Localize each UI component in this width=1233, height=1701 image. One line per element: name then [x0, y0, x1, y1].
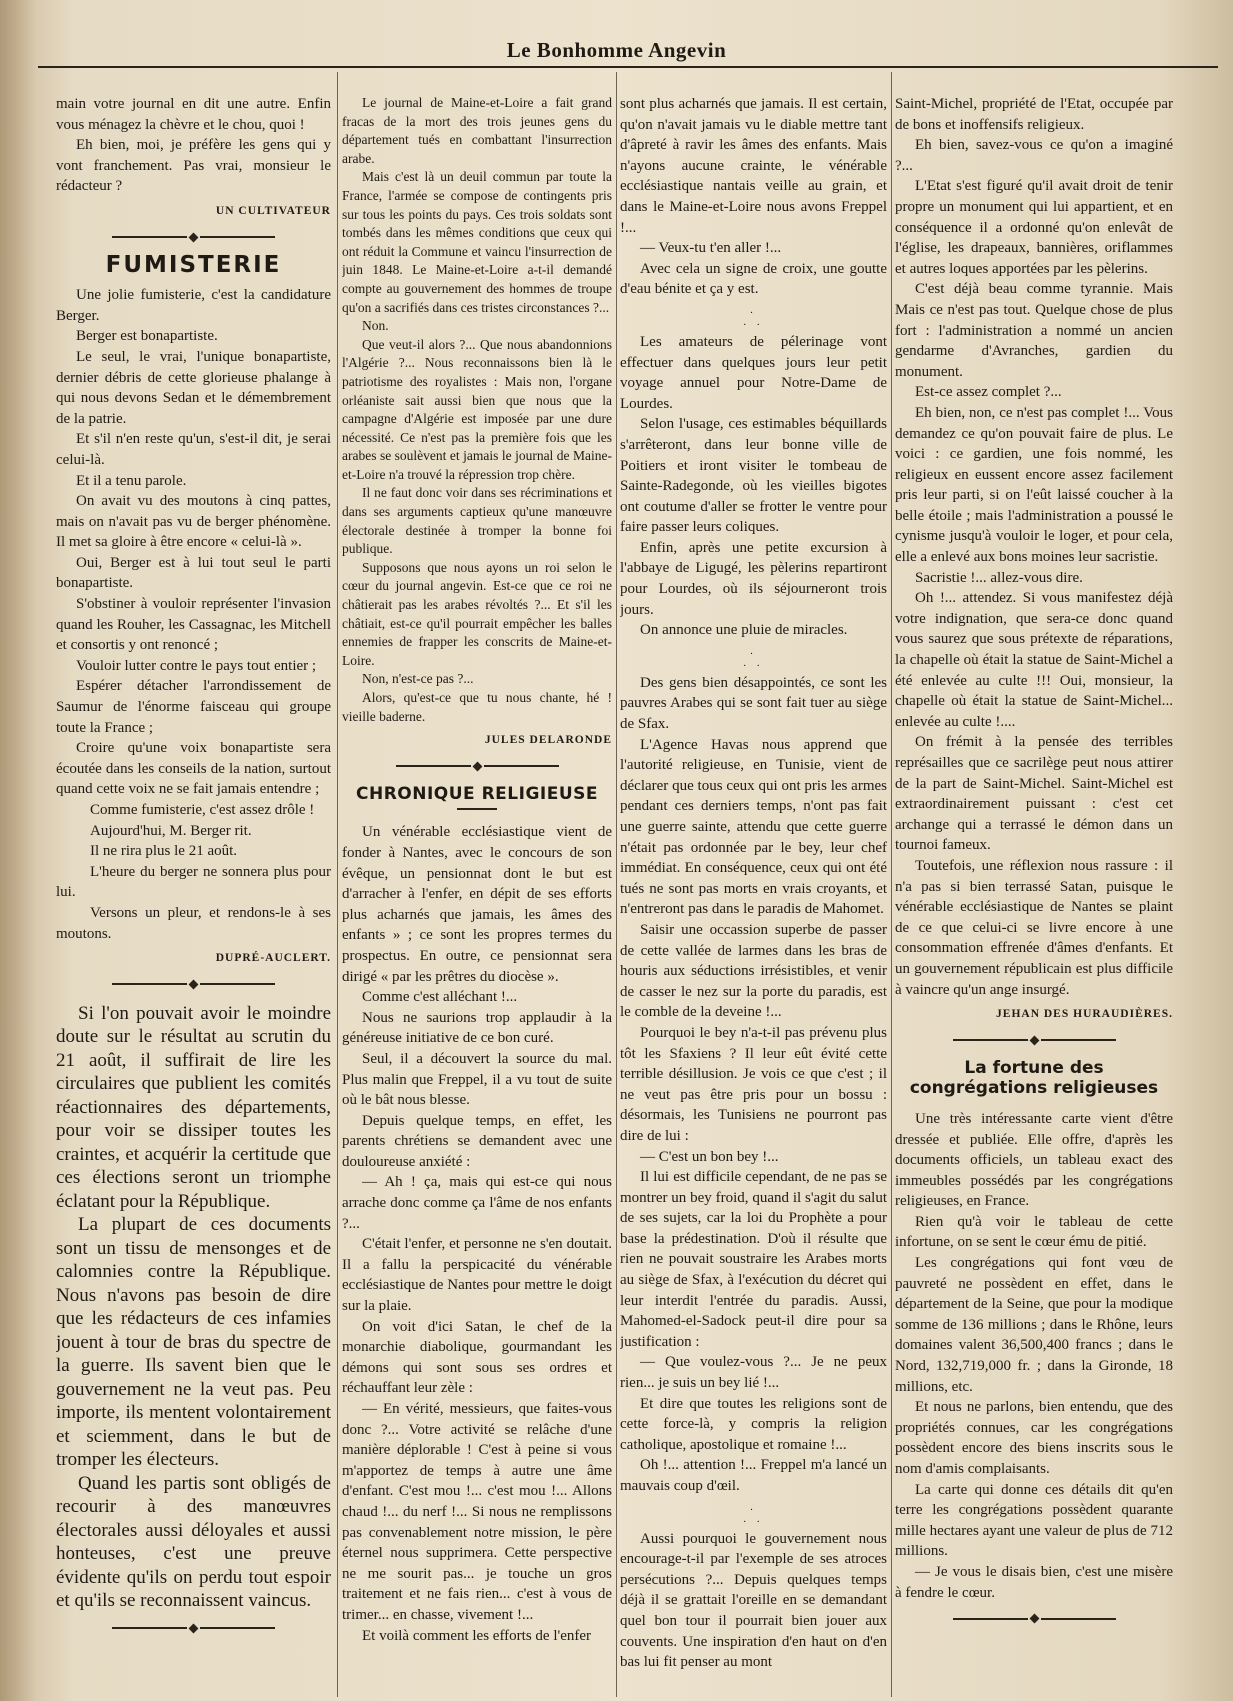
- paragraph: — Ah ! ça, mais qui est-ce qui nous arrache donc comme ça l'âme de nos enfants ?...: [342, 1174, 612, 1232]
- section-separator: [895, 1615, 1173, 1622]
- section-dots: . . .: [743, 1500, 764, 1525]
- paragraph: — C'est un bon bey !...: [640, 1148, 779, 1165]
- paragraph: Sacristie !... allez-vous dire.: [915, 569, 1083, 586]
- paragraph: Il ne rira plus le 21 août.: [90, 843, 238, 860]
- paragraph: On frémit à la pensée des terribles représailles que ce sacrilège peut nous attirer de la part de Saint-Michel. Saint-Michel est extraordinairement puissant : c'est cet archange qui a terrassé le démon dans un tournoi fameux.: [895, 734, 1173, 854]
- paragraph: Oh !... attention !... Freppel m'a lancé un mauvais coup d'œil.: [620, 1457, 887, 1494]
- section-dots: . . .: [743, 644, 764, 669]
- paragraph: Supposons que nous ayons un roi selon le cœur du journal angevin. Est-ce que ce roi ne châtierait pas les arabes révoltés ?... Et s'il les châtiait, est-ce qu'il pourrait empêcher les balles ennemies de frapper les conscrits de Maine-et-Loire.: [342, 559, 612, 668]
- paragraph: Des gens bien désappointés, ce sont les pauvres Arabes qui se sont fait tuer au siège de Sfax.: [620, 674, 887, 733]
- paragraph: Rien qu'à voir le tableau de cette infortune, on se sent le cœur ému de pitié.: [895, 1213, 1173, 1251]
- column-4: [895, 94, 1173, 1694]
- section-separator: [342, 763, 612, 770]
- paragraph: On voit d'ici Satan, le chef de la monarchie diabolique, gourmandant les démons qui sont sous ses ordres et réchauffant leur zèle :: [342, 1318, 612, 1397]
- paragraph: Alors, qu'est-ce que tu nous chante, hé ! vieille baderne.: [342, 690, 612, 724]
- article-title: FUMISTERIE: [105, 251, 282, 278]
- paragraph: Les amateurs de pélerinage vont effectuer dans quelques jours leur petit voyage annuel pour Notre-Dame de Lourdes.: [620, 333, 887, 412]
- paragraph: Enfin, après une petite excursion à l'abbaye de Ligugé, les pèlerins repartiront pour Lourdes, où ils séjourneront trois jours.: [620, 539, 887, 618]
- paragraph: Comme fumisterie, c'est assez drôle !: [90, 802, 315, 818]
- paragraph: Saisir une occassion superbe de passer de cette vallée de larmes dans les bras de houris aux séductions irrésistibles, et venir de casser le nez sur la porte du paradis, est le comble de la deveine !...: [620, 921, 887, 1021]
- paragraph: Il ne faut donc voir dans ses récriminations et dans ses arguments captieux qu'une manœuvre électorale destinée à tromper la bonne foi publique.: [342, 485, 612, 557]
- paragraph: — Veux-tu t'en aller !...: [640, 240, 782, 257]
- paragraph: Croire qu'une voix bonapartiste sera écoutée dans les conseils de la nation, surtout quand cette voix ne se fait jamais entendre ;: [56, 740, 331, 798]
- masthead: Le Bonhomme Angevin: [506, 38, 727, 62]
- byline: DUPRÉ-AUCLERT.: [215, 952, 331, 965]
- article-fumisterie: [56, 285, 331, 969]
- paragraph: Selon l'usage, ces estimables béquillards s'arrêteront, dans leur bonne ville de Poitiers et iront visiter le tombeau de Sainte-Radegonde, où les vieilles bigotes ont coutume d'aller se frotter le ventre pour faire passer leurs coliques.: [620, 416, 887, 536]
- column-2: [342, 94, 612, 1694]
- paragraph: L'Agence Havas nous apprend que l'autorité religieuse, en Tunisie, vient de déclarer que tous ceux qui ont pris les armes pendant ces derniers temps, n'ont pas fait une guerre sainte, attendu que cette guerre n'était pas ordonnée par le bey, leur chef immédiat. En conséquence, ceux qui ont été tués ne sont pas morts en vrais croyants, et n'entreront pas dans le paradis de Mahomet.: [620, 736, 887, 918]
- paragraph: Une très intéressante carte vient d'être dressée et publiée. Elle offre, d'après les documents officiels, un tableau exact des immeubles possédés par les congrégations religieuses, en France.: [895, 1110, 1173, 1210]
- paragraph: Pourquoi le bey n'a-t-il pas prévenu plus tôt les Sfaxiens ? Il leur eût évité cette terrible désillusion. Je vois ce que c'est ; il ne veut pas être pris pour un bossu : désormais, les Tunisiens ne pourront pas dire de lui :: [620, 1024, 887, 1144]
- title-rule: [457, 808, 497, 810]
- column-divider: [337, 72, 338, 1697]
- paragraph: Mais c'est là un deuil commun par toute la France, l'armée se compose de contingents pris sur tous les points du pays. Ces trois soldats sont tombés dans les mêmes conditions que ceux qui ont réduit la Commune et vaincu l'insurrection de juin 1848. Le Maine-et-Loire a-t-il demandé compte au gouvernement des hommes de troupe qu'on a sacrifiés dans ces tristes circonstances ?...: [342, 169, 612, 315]
- section-dots: . . .: [743, 303, 764, 328]
- paragraph: Non.: [362, 318, 389, 334]
- article-elections: [56, 1002, 331, 1613]
- section-separator: [56, 234, 331, 241]
- column-1: [56, 94, 331, 1694]
- paragraph: Et nous ne parlons, bien entendu, que des propriétés connues, car les congrégations possèdent encore des biens inscrits sous le nom d'amis complaisants.: [895, 1399, 1173, 1477]
- masthead-rule: [38, 66, 1218, 68]
- paragraph: Oui, Berger est à lui tout seul le parti bonapartiste.: [56, 554, 331, 592]
- paragraph: Quand les partis sont obligés de recourir à des manœuvres électorales aussi déloyales et aussi honteuses, c'est une preuve évidente qu'ils on perdu tout espoir et qu'ils se reconnaissent vaincus.: [56, 1472, 331, 1612]
- article-algerie: [342, 94, 612, 751]
- paragraph: C'était l'enfer, et personne ne s'en doutait. Il a fallu la perspicacité du vénérable ecclésiastique de Nantes pour mettre le doigt sur la plaie.: [342, 1236, 612, 1315]
- page-edge-stain: [0, 0, 36, 1701]
- paragraph: Berger est bonapartiste.: [76, 328, 218, 345]
- paragraph: Non, n'est-ce pas ?...: [362, 671, 474, 687]
- paragraph: Aussi pourquoi le gouvernement nous encourage-t-il par l'exemple de ses atroces persécutions ?... Depuis quelques temps déjà il se grattait l'oreille en se demandant quel bon tour il pourrait bien jouer aux couvents. Une inspiration d'en haut on d'en bas lui fit penser au mont: [620, 1530, 887, 1671]
- byline: JEHAN DES HURAUDIÈRES.: [996, 1008, 1173, 1021]
- paragraph: On annonce une pluie de miracles.: [640, 622, 848, 639]
- section-separator: [895, 1037, 1173, 1044]
- section-separator: [56, 1625, 331, 1632]
- column-3: [620, 94, 887, 1694]
- paragraph: Le journal de Maine-et-Loire a fait grand fracas de la mort des trois jeunes gens du département tués en combattant l'insurrection arabe.: [342, 95, 612, 166]
- paragraph: La plupart de ces documents sont un tissu de mensonges et de calomnies contre la République. Nous n'avons pas besoin de dire que les rédacteurs de ces infamies jouent à tour de bras du spectre de la guerre. Ils savent bien que le gouvernement ne la veut pas. Peu importe, ils mentent volontairement et sciemment, dans le but de tromper les électeurs.: [56, 1214, 331, 1471]
- paragraph: L'Etat s'est figuré qu'il avait droit de tenir propre un monument qui lui appartient, et en conséquence il a ordonné qu'on enlevât de l'église, les drapeaux, bannières, oriflammes et autres loques apportées par les pèlerins.: [895, 178, 1173, 277]
- paragraph: Eh bien, savez-vous ce qu'on a imaginé ?...: [895, 137, 1173, 174]
- paragraph: L'heure du berger ne sonnera plus pour lui.: [56, 863, 331, 901]
- paragraph: Et s'il n'en reste qu'un, s'est-il dit, je serai celui-là.: [56, 431, 331, 468]
- paragraph: Aujourd'hui, M. Berger rit.: [90, 822, 252, 839]
- section-separator: [56, 981, 331, 988]
- paragraph: Saint-Michel, propriété de l'Etat, occupée par de bons et inoffensifs religieux.: [895, 96, 1173, 133]
- paragraph: La carte qui donne ces détails dit qu'en terre les congrégations possèdent quarante mille hectares ayant une valeur de plus de 712 millions.: [895, 1481, 1173, 1560]
- article-title: CHRONIQUE RELIGIEUSE: [356, 783, 598, 804]
- article-chronique: [342, 822, 612, 1646]
- paragraph: sont plus acharnés que jamais. Il est certain, qu'on n'avait jamais vu le diable mettre tant d'âpreté à ravir les âmes des enfants. Mais n'ayons aucune crainte, le vénérable ecclésiastique nantais veille au grain, et dans le Maine-et-Loire nous avons Freppel !...: [620, 96, 887, 236]
- paragraph: Et dire que toutes les religions sont de cette force-là, y compris la religion catholique, apostolique et romaine !...: [620, 1395, 887, 1453]
- paragraph: Le seul, le vrai, l'unique bonapartiste, dernier débris de cette glorieuse phalange à qui nous devons Sedan et le démembrement de la patrie.: [56, 348, 331, 427]
- paragraph: Est-ce assez complet ?...: [915, 384, 1062, 401]
- paragraph: main votre journal en dit une autre. Enfin vous ménagez la chèvre et le chou, quoi !: [56, 96, 331, 133]
- paragraph: Et voilà comment les efforts de l'enfer: [362, 1627, 592, 1644]
- paragraph: Depuis quelque temps, en effet, les parents chrétiens se demandent avec une douloureuse anxiété :: [342, 1112, 612, 1170]
- article-fortune: [895, 1109, 1173, 1603]
- paragraph: — Que voulez-vous ?... Je ne peux rien... je suis un bey lié !...: [620, 1354, 887, 1392]
- column-divider: [891, 72, 892, 1697]
- paragraph: On avait vu des moutons à cinq pattes, mais on n'avait pas vu de berger phénomène. Il met sa gloire à être encore « celui-là ».: [56, 493, 331, 551]
- paragraph: C'est déjà beau comme tyrannie. Mais Mais ce n'est pas tout. Quelque chose de plus fort : l'administration a nommé un ancien gendarme d'Avranches, gardien du monument.: [895, 281, 1173, 380]
- paragraph: Vouloir lutter contre le pays tout entier ;: [76, 657, 317, 674]
- paragraph: Il lui est difficile cependant, de ne pas se montrer un bey froid, quand il s'agit du salut de ses sujets, car la loi du Prophète a pour base la prédestination. D'où il résulte que rien ne pouvait soustraire les Arabes morts au siège de Sfax, à l'exécution du décret qui leur interdit l'entrée du paradis. Aussi, Mahomed-el-Sadock peut-il dire pour sa justification :: [620, 1169, 887, 1350]
- paragraph: Toutefois, une réflexion nous rassure : il n'a pas si bien terrassé Satan, puisque le vénérable ecclésiastique de Nantes se plaint de ce que celui-ci se livre encore à une consommation effrenée d'âmes d'enfants. Et un gouvernement républicain est plus difficile à vaincre qu'un ange insurgé.: [895, 857, 1173, 998]
- paragraph: Et il a tenu parole.: [76, 472, 187, 489]
- paragraph: Si l'on pouvait avoir le moindre doute sur le résultat au scrutin du 21 août, il suffirait de lire les circulaires que publient les comités réactionnaires des départements, pour voir se dissiper toutes les craintes, et acquérir la certitude que ces élections seront un triomphe éclatant pour la République.: [56, 1002, 331, 1212]
- paragraph: Oh !... attendez. Si vous manifestez déjà votre indignation, que sera-ce donc quand vous saurez que sous prétexte de réparations, la chapelle où était la statue de Saint-Michel a été enlevée au culte !!! Oui, monsieur, la chapelle où était la statue de Saint-Michel... enlevée au culte !....: [895, 590, 1173, 730]
- paragraph: Que veut-il alors ?... Que nous abandonnions l'Algérie ?... Nous reconnaissons bien là le patriotisme des royalistes : Mais non, l'organe orléaniste sait aussi bien que nous que la campagne d'Algérie est imposée par une dure nécessité. Ce n'est pas la première fois que les arabes se soulèvent et jamais le journal de Maine-et-Loire n'a trouvé la répression trop chère.: [342, 336, 612, 482]
- paragraph: Les congrégations qui font vœu de pauvreté ne possèdent en effet, dans le département de la Seine, que pour la modique somme de 136 millions ; dans le Rhône, leurs domaines valent 36,500,400 francs ; dans le Nord, 132,719,000 fr. ; dans la Gironde, 18 millions, etc.: [895, 1255, 1173, 1395]
- paragraph: — Je vous le disais bien, c'est une misère à fendre le cœur.: [895, 1563, 1173, 1601]
- paragraph: Un vénérable ecclésiastique vient de fonder à Nantes, avec le concours de son évêque, un pensionnat dont le but est d'arracher à l'enfer, en dépit de ses efforts plus acharnés que jamais, les âmes des enfants » ; ce sont les propres termes du prospectus. En outre, ce pensionnat sera dirigé « par les prêtres du diocèse ».: [342, 824, 612, 985]
- paragraph: Eh bien, non, ce n'est pas complet !... Vous demandez ce qu'on pouvait faire de plus. Le voici : ce gardien, une fois nommé, les religieux en eussent encore assez facilement pris leur parti, si on l'eût laissé coucher à la belle étoile ; mais l'administration a poussé le cynisme jusqu'à vouloir le loger, et pour cela, elle a enlevé aux bons moines leur sacristie.: [895, 404, 1173, 566]
- paragraph: S'obstiner à vouloir représenter l'invasion quand les Rouher, les Cassagnac, les Mitchell et consortis y ont renoncé ;: [56, 596, 331, 654]
- paragraph: Nous ne saurions trop applaudir à la généreuse initiative de ce bon curé.: [342, 1009, 612, 1047]
- byline: JULES DELARONDE: [484, 734, 612, 747]
- lead-article: [56, 94, 331, 222]
- paragraph: Comme c'est alléchant !...: [362, 989, 518, 1006]
- byline: UN CULTIVATEUR: [215, 204, 331, 217]
- article-title: La fortune des congrégations religieuses: [909, 1057, 1159, 1099]
- paragraph: Une jolie fumisterie, c'est la candidature Berger.: [56, 287, 331, 324]
- paragraph: Versons un pleur, et rendons-le à ses moutons.: [56, 904, 331, 942]
- paragraph: Avec cela un signe de croix, une goutte d'eau bénite et ça y est.: [620, 260, 887, 298]
- paragraph: Espérer détacher l'arrondissement de Saumur de l'énorme faisceau qui groupe toute la France ;: [56, 678, 331, 736]
- column-divider: [616, 72, 617, 1697]
- paragraph: — En vérité, messieurs, que faites-vous donc ?... Votre activité se relâche d'une manière déplorable ! C'est à peine si vous m'apportez de temps à autre une âme d'enfant. C'est mou !... c'est mou !... Allons chaud !... du nerf !... Si nous ne remplissons pas convenablement notre mission, le père éternel nous supprimera. Cette perspective ne me sourit pas... je touche un gros traitement et ne fais rien... c'est à vous de trimer... en chasse, vivement !...: [342, 1401, 612, 1623]
- paragraph: Seul, il a découvert la source du mal. Plus malin que Freppel, il a vu tout de suite où le bât nous blesse.: [342, 1050, 612, 1109]
- paragraph: Eh bien, moi, je préfère les gens qui y vont franchement. Pas vrai, monsieur le rédacteur ?: [56, 137, 331, 195]
